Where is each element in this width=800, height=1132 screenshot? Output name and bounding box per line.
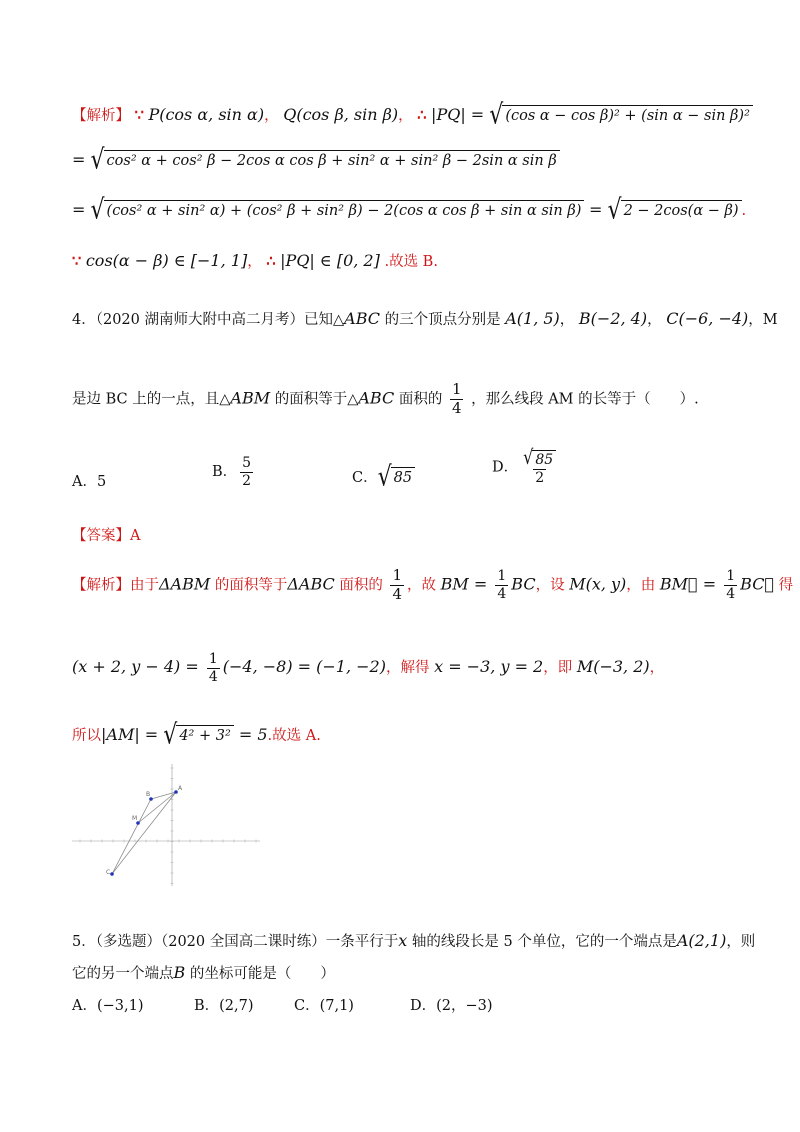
q4-stem-line2 xyxy=(72,382,699,417)
analysis-tag: 【解析】 xyxy=(72,577,130,594)
triangle-abm: ΔABM xyxy=(159,574,211,594)
q5-option-d: D．(2，−3) xyxy=(410,998,493,1014)
q4-option-a: A．5 xyxy=(72,474,107,490)
q4-analysis-line3: 所以|AM| = √ 4² + 3² = 5.故选 A. xyxy=(72,719,321,751)
analysis-prev-line1 xyxy=(72,99,753,131)
q4-stem-a: 4．（2020 湖南师大附中高二月考）已知△ xyxy=(72,312,345,328)
vector-bm: BM⃗ = xyxy=(659,574,722,594)
coordinate-figure xyxy=(72,762,268,888)
pq-range: |PQ| ∈ [0, 2] xyxy=(280,251,380,270)
triangle-abc: ABC xyxy=(358,388,395,408)
answer-value: A xyxy=(130,528,141,544)
q5-stem-line2: 它的另一个端点B 的坐标可能是（ ） xyxy=(72,963,335,982)
segment-bc xyxy=(112,799,151,874)
sqrt-expression-3: √ (cos² α + sin² α) + (cos² β + sin² β) − 2(cos α cos β + sin α sin β) xyxy=(91,200,585,222)
analysis-prev-line2: = √ cos² α + cos² β − 2cos α cos β + sin² α + sin² β − 2sin α sin β xyxy=(72,150,560,172)
axis-ticks xyxy=(80,768,256,884)
sqrt-expression-2: √ cos² α + cos² β − 2cos α cos β + sin² α + sin² β − 2sin α sin β xyxy=(91,150,560,172)
q5-option-b: B．(2,7) xyxy=(194,998,254,1014)
vector-equation-lhs: (x + 2, y − 4) = xyxy=(72,657,204,677)
bm-equation: BM = xyxy=(440,574,493,594)
q4-answer-line xyxy=(72,524,140,545)
vector-equation-rhs: (−4, −8) = (−1, −2) xyxy=(222,657,386,677)
point-c-dot xyxy=(110,872,114,876)
q4-option-d: D． √ 85 2 xyxy=(492,450,561,485)
vertex-c: C(−6, −4) xyxy=(666,309,749,328)
segment-am xyxy=(138,792,176,823)
choose-a: .故选 A. xyxy=(267,728,321,744)
triangle-abm: ABM xyxy=(230,388,271,408)
analysis-prev-line3: = √ (cos² α + sin² α) + (cos² β + sin² β) − 2(cos α cos β + sin α sin β) = √ 2 − 2cos(α − β) . xyxy=(72,194,747,226)
fraction-one-quarter: $\frac{1}{4}$ xyxy=(392,566,403,603)
q5-option-c: C．(7,1) xyxy=(294,998,354,1014)
option-d-fraction: √ 85 2 xyxy=(521,450,558,485)
label-b: B xyxy=(146,791,151,798)
q4-stem2-b: 的面积等于△ xyxy=(270,391,359,408)
vertex-b: B(−2, 4) xyxy=(578,309,648,328)
because-symbol: ∵ xyxy=(134,107,144,124)
cos-range: cos(α − β) ∈ [−1, 1] xyxy=(85,251,248,270)
triangle-abc: ABC xyxy=(344,309,380,328)
x-axis-text: x xyxy=(398,931,408,950)
because-symbol: ∵ xyxy=(72,253,82,270)
vertex-a: A(1, 5) xyxy=(505,309,560,328)
q4-stem2-a: 是边 BC 上的一点，且△ xyxy=(72,391,231,408)
point-m-xy: M(x, y) xyxy=(569,574,627,594)
q4-option-c: C． √ 85 xyxy=(352,466,415,489)
separator: ， xyxy=(264,108,279,124)
q4-analysis-line2: (x + 2, y − 4) = $\frac{1}{4}$ (−4, −8) = (−1, −2)，解得 x = −3, y = 2，即 M(−3, 2)， xyxy=(72,651,665,685)
therefore-symbol: ∴ xyxy=(266,253,276,270)
solution-xy: x = −3, y = 2 xyxy=(434,657,544,677)
fraction-one-quarter: $\frac{1}{4}$ xyxy=(451,380,462,417)
separator: ， xyxy=(398,108,413,124)
triangle-abc: ΔABC xyxy=(287,574,335,594)
q4-stem-line1: 4．（2020 湖南师大附中高二月考）已知△ABC 的三个顶点分别是 A(1, 5)， B(−2, 4)， C(−6, −4)，M xyxy=(72,309,778,328)
point-b-text: B xyxy=(173,963,186,982)
point-p: P(cos α, sin α) xyxy=(148,105,265,124)
analysis-tag: 【解析】 xyxy=(72,108,130,124)
point-q: Q(cos β, sin β) xyxy=(283,105,399,124)
q4-stem-b: 的三个顶点分别是 xyxy=(380,312,501,328)
therefore-symbol: ∴ xyxy=(417,107,427,124)
label-c: C xyxy=(106,869,111,876)
q5-stem-line1: 5．（多选题）（2020 全国高二课时练）一条平行于x 轴的线段长是 5 个单位，它的一个端点是A(2,1)，则 xyxy=(72,931,756,950)
q4-option-b: B． $\frac{5}{2}$ xyxy=(212,455,252,489)
q4-stem2-c: 面积的 xyxy=(394,391,443,408)
sqrt-expression-1: √ (cos α − cos β)² + (sin α − sin β)² xyxy=(489,105,753,127)
point-m-result: M(−3, 2) xyxy=(576,657,650,677)
answer-tag: 【答案】 xyxy=(72,528,130,544)
point-a21: A(2,1) xyxy=(676,931,727,950)
axes xyxy=(72,764,260,886)
option-b-fraction: $\frac{5}{2}$ xyxy=(242,455,252,489)
q4-stem2-d: ，那么线段 AM 的长等于（ ）. xyxy=(471,391,699,408)
vector-bc: BC⃗ xyxy=(740,574,775,594)
am-length: |AM| = xyxy=(101,725,164,744)
analysis-prev-line4: ∵ cos(α − β) ∈ [−1, 1]， ∴ |PQ| ∈ [0, 2] .故选 B. xyxy=(72,251,438,270)
sqrt-result: √ 2 − 2cos(α − β) xyxy=(608,200,742,222)
q5-option-a: A．(−3,1) xyxy=(72,998,144,1014)
choose-b: .故选 B. xyxy=(384,254,438,270)
q4-analysis-line1: 【解析】由于ΔABM 的面积等于ΔABC 面积的 $\frac{1}{4}$ ，故 BM = $\frac{1}{4}$ BC，设 M(x, y)，由 BM⃗ = $\frac{1}{4}$ BC⃗ 得 xyxy=(72,566,794,603)
triangle-lines xyxy=(112,792,176,874)
pq-length: |PQ| = xyxy=(431,105,490,124)
segment-ac xyxy=(112,792,176,874)
label-a: A xyxy=(178,785,183,792)
label-m: M xyxy=(132,815,138,822)
point-m-text: ，M xyxy=(748,312,778,328)
sqrt-am: √ 4² + 3² xyxy=(163,725,233,747)
